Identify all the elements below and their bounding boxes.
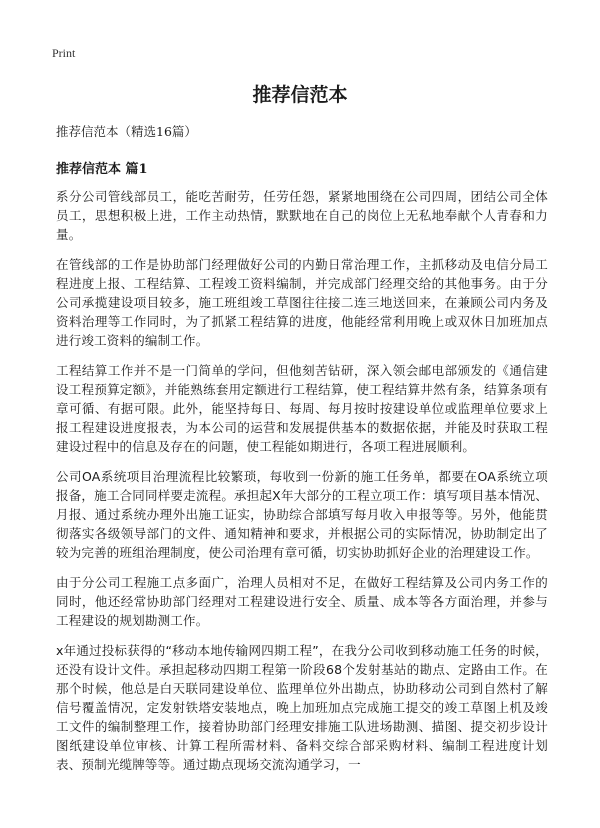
paragraph-2: 在管线部的工作是协助部门经理做好公司的内勤日常治理工作，主抓移动及电信分局工程进度上报、工程结算、工程竣工资料编制，并完成部门经理交给的其他事务。由于分公司承揽建设项目较多，施工班组竣工草图往往接二连三地送回来，在兼顾公司内务及资料治理等工作同时，为了抓紧工程结算的进度，他能经常利用晚上或双休日加班加点进行竣工资料的编制工作。: [56, 257, 548, 348]
print-link[interactable]: Print: [52, 46, 76, 60]
paragraph-3: 工程结算工作并不是一门简单的学问，但他刻苦钻研，深入领会邮电部颁发的《通信建设工程预算定额》，并能熟练套用定额进行工程结算，使工程结算井然有条，结算条项有章可循、有据可限。此外，能坚持每日、每周、每月按时按建设单位或监理单位要求上报工程建设进度报表，为本公司的运营和发展提供基本的数据依据，并能及时获取工程建设过程中的信息及存在的问题，使工程能如期进行，各项工程进展顺利。: [56, 363, 548, 454]
article-body: [56, 122, 548, 785]
paragraph-1: 系分公司管线部员工，能吃苦耐劳，任劳任怨，紧紧地围绕在公司四周，团结公司全体员工，思想积极上进，工作主动热情，默默地在自己的岗位上无私地奉献个人青春和力量。: [56, 189, 548, 242]
page-title: 推荐信范本: [252, 84, 348, 106]
paragraph-5: 由于分公司工程施工点多面广，治理人员相对不足，在做好工程结算及公司内务工作的同时，他还经常协助部门经理对工程建设进行安全、质量、成本等各方面治理，并参与工程建设的规划勘测工作。: [56, 575, 548, 628]
article-subtitle: 推荐信范本（精选16篇）: [56, 124, 197, 139]
paragraph-4: 公司OA系统项目治理流程比较繁琐，每收到一份新的施工任务单，都要在OA系统立项报备，施工合同同样要走流程。承担起X年大部分的工程立项工作：填写项目基本情况、月报、通过系统办理外出施工证实，协助综合部填写每月收入申报等等。另外，他能贯彻落实各级领导部门的文件、通知精神和要求，并根据公司的实际情况，协助制定出了较为完善的班组治理制度，使公司治理有章可循，切实协助抓好企业的治理建设工作。: [56, 469, 548, 560]
section-heading: 推荐信范本 篇1: [56, 162, 148, 177]
paragraph-6: x年通过投标获得的“移动本地传输网四期工程”，在我分公司收到移动施工任务的时候，还没有设计文件。承担起移动四期工程第一阶段68个发射基站的勘点、定路由工作。在那个时候，他总是白天联同建设单位、监理单位外出勘点，协助移动公司到自然村了解信号覆盖情况，定发射铁塔安装地点，晚上加班加点完成施工提交的竣工草图上机及竣工文件的编制整理工作，接着协助部门经理安排施工队进场勘测、描图、提交初步设计图纸建设单位审核、计算工程所需材料、备料交综合部采购材料、编制工程进度计划表、预制光缆牌等等。通过勘点现场交流沟通学习，一: [56, 643, 548, 772]
